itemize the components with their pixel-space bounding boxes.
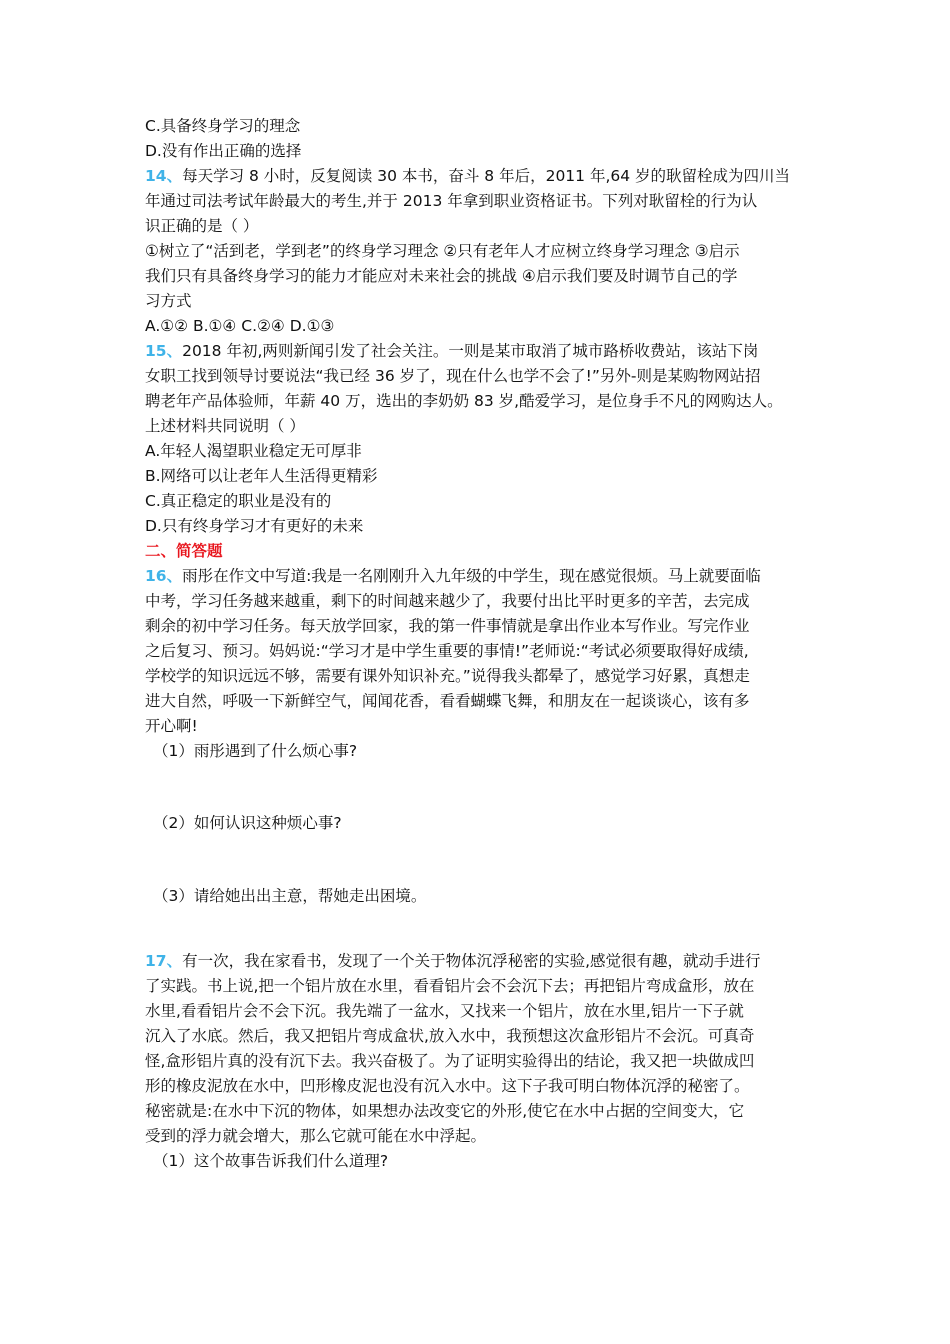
q17-line-4: 怪,盒形铝片真的没有沉下去。我兴奋极了。为了证明实验得出的结论，我又把一块做成凹	[145, 1052, 755, 1070]
q14-line-0: 14、每天学习 8 小时，反复阅读 30 本书，奋斗 8 年后，2011 年,64 岁的耿留栓成为四川当	[145, 167, 791, 185]
q15-option-d: D.只有终身学习才有更好的未来	[145, 517, 364, 535]
q15-line-0: 15、2018 年初,两则新闻引发了社会关注。一则是某市取消了城市路桥收费站，该站下岗	[145, 342, 759, 360]
q14-line-2: 识正确的是（ ）	[145, 217, 259, 235]
q16-line-4: 学校学的知识远远不够，需要有课外知识补充。”说得我头都晕了，感觉学习好累，真想走	[145, 667, 750, 685]
q15-option-c: C.真正稳定的职业是没有的	[145, 492, 332, 510]
q15-number: 15、	[145, 342, 183, 360]
q15-line-1: 女职工找到领导讨要说法“我已经 36 岁了，现在什么也学不会了!”另外-则是某购物网站招	[145, 367, 761, 385]
q16-line-3: 之后复习、预习。妈妈说:“学习才是中学生重要的事情!”老师说:“考试必须要取得好成绩,	[145, 642, 749, 660]
question-17	[145, 949, 815, 1174]
q16-number: 16、	[145, 567, 183, 585]
q13-option-d: D.没有作出正确的选择	[145, 142, 302, 160]
q17-line-0: 17、有一次，我在家看书，发现了一个关于物体沉浮秘密的实验,感觉很有趣，就动手进行	[145, 952, 761, 970]
q14-options: A.①② B.①④ C.②④ D.①③	[145, 317, 335, 335]
q14-line-3: ①树立了“活到老，学到老”的终身学习理念 ②只有老年人才应树立终身学习理念 ③启示	[145, 242, 740, 260]
question-15	[145, 339, 815, 539]
q15-option-b: B.网络可以让老年人生活得更精彩	[145, 467, 378, 485]
section-heading-short-answer: 二、简答题	[145, 542, 223, 560]
answer-space	[145, 764, 815, 811]
q15-option-a: A.年轻人渴望职业稳定无可厚非	[145, 442, 362, 460]
q15-line-2: 聘老年产品体验师，年薪 40 万，选出的李奶奶 83 岁,酷爱学习，是位身手不凡的网购达人。	[145, 392, 783, 410]
q13-option-c: C.具备终身学习的理念	[145, 117, 301, 135]
q17-line-5: 形的橡皮泥放在水中，凹形橡皮泥也没有沉入水中。这下子我可明白物体沉浮的秘密了。	[145, 1077, 750, 1095]
document-page	[145, 114, 815, 1174]
q17-line-7: 受到的浮力就会增大，那么它就可能在水中浮起。	[145, 1127, 487, 1145]
q14-line-5: 习方式	[145, 292, 192, 310]
q14-number: 14、	[145, 167, 183, 185]
q17-line-1: 了实践。书上说,把一个铝片放在水里，看看铝片会不会沉下去；再把铝片弯成盒形，放在	[145, 977, 755, 995]
q15-line-3: 上述材料共同说明（ ）	[145, 417, 305, 435]
q16-line-5: 进大自然，呼吸一下新鲜空气，闻闻花香，看看蝴蝶飞舞，和朋友在一起谈谈心，该有多	[145, 692, 750, 710]
q14-line-1: 年通过司法考试年龄最大的考生,并于 2013 年拿到职业资格证书。下列对耿留栓的行为认	[145, 192, 758, 210]
q17-line-6: 秘密就是:在水中下沉的物体，如果想办法改变它的外形,使它在水中占据的空间变大，它	[145, 1102, 745, 1120]
q17-subquestion-1: （1）这个故事告诉我们什么道理?	[153, 1152, 389, 1170]
question-14	[145, 164, 815, 339]
q16-line-0: 16、雨彤在作文中写道:我是一名刚刚升入九年级的中学生，现在感觉很烦。马上就要面临	[145, 567, 761, 585]
q17-number: 17、	[145, 952, 183, 970]
q16-subquestion-3: （3）请给她出出主意，帮她走出困境。	[153, 887, 427, 905]
answer-space	[145, 909, 815, 949]
q16-line-2: 剩余的初中学习任务。每天放学回家，我的第一件事情就是拿出作业本写作业。写完作业	[145, 617, 750, 635]
q16-subquestion-1: （1）雨彤遇到了什么烦心事?	[153, 742, 358, 760]
question-16	[145, 564, 815, 949]
q16-subquestion-2: （2）如何认识这种烦心事?	[153, 814, 342, 832]
q16-line-6: 开心啊!	[145, 717, 198, 735]
q14-line-4: 我们只有具备终身学习的能力才能应对未来社会的挑战 ④启示我们要及时调节自己的学	[145, 267, 738, 285]
q17-line-2: 水里,看看铝片会不会下沉。我先端了一盆水，又找来一个铝片，放在水里,铝片一下子就	[145, 1002, 744, 1020]
answer-space	[145, 836, 815, 884]
q17-line-3: 沉入了水底。然后，我又把铝片弯成盒状,放入水中，我预想这次盒形铝片不会沉。可真奇	[145, 1027, 755, 1045]
q16-line-1: 中考，学习任务越来越重，剩下的时间越来越少了，我要付出比平时更多的辛苦，去完成	[145, 592, 750, 610]
